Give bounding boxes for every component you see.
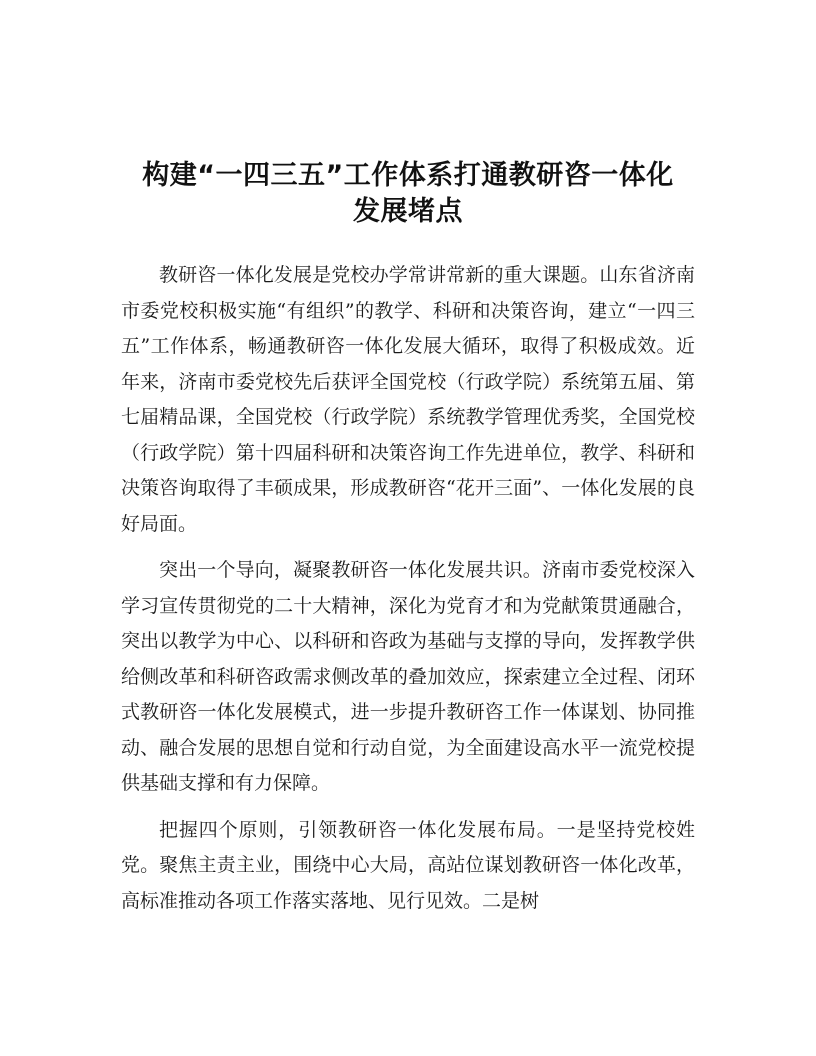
paragraph-one-orientation: 突出一个导向，凝聚教研咨一体化发展共识。济南市委党校深入学习宣传贯彻党的二十大精神，深化为党育才和为党献策贯通融合，突出以教学为中心、以科研和咨政为基础与支撑的导向，发挥教学供给侧改革和科研咨政需求侧改革的叠加效应，探索建立全过程、闭环式教研咨一体化发展模式，进一步提升教研咨工作一体谋划、协同推动、融合发展的思想自觉和行动自觉，为全面建设高水平一流党校提供基础支撑和有力保障。 [121, 559, 695, 794]
document-title [100, 158, 716, 230]
paragraph-intro: 教研咨一体化发展是党校办学常讲常新的重大课题。山东省济南市委党校积极实施“有组织”的教学、科研和决策咨询，建立“一四三五”工作体系，畅通教研咨一体化发展大循环，取得了积极成效。近年来，济南市委党校先后获评全国党校（行政学院）系统第五届、第七届精品课，全国党校（行政学院）系统教学管理优秀奖，全国党校（行政学院）第十四届科研和决策咨询工作先进单位，教学、科研和决策咨询取得了丰硕成果，形成教研咨“花开三面”、一体化发展的良好局面。 [121, 264, 695, 535]
document-body [121, 258, 695, 930]
title-line-1: 构建“一四三五”工作体系打通教研咨一体化 [142, 160, 674, 192]
paragraph-four-principles: 把握四个原则，引领教研咨一体化发展布局。一是坚持党校姓党。聚焦主责主业，围绕中心大局，高站位谋划教研咨一体化改革，高标准推动各项工作落实落地、见行见效。二是树 [121, 818, 695, 912]
title-line-2: 发展堵点 [353, 196, 463, 228]
